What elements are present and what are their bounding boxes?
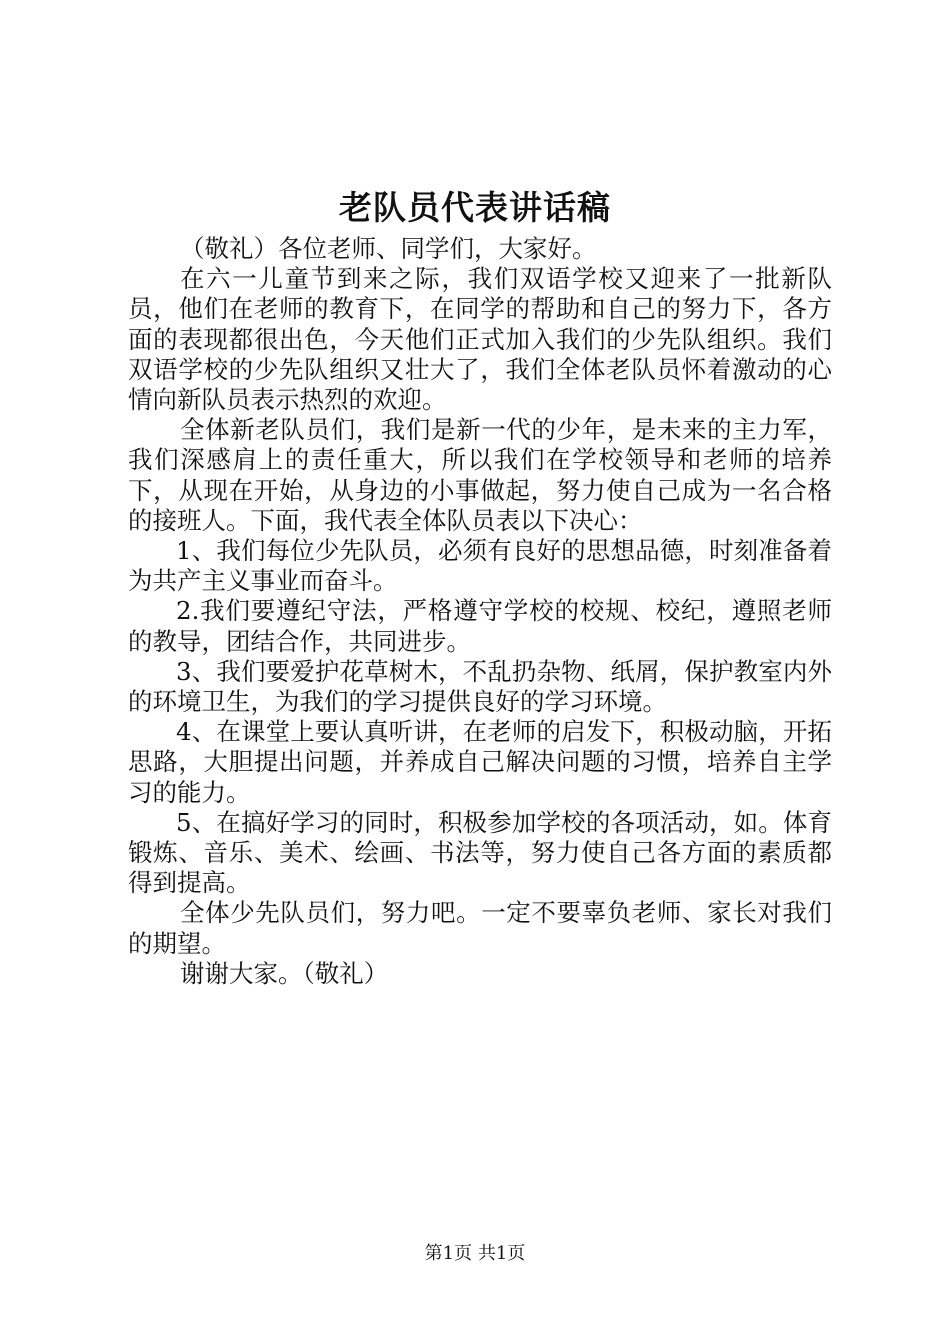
greeting-paragraph: （敬礼）各位老师、同学们，大家好。 xyxy=(180,234,597,263)
resolution-item-2: 2.我们要遵纪守法，严格遵守学校的校规、校纪，遵照老师的教导，团结合作，共同进步。 xyxy=(128,596,832,656)
closing-paragraph: 谢谢大家。（敬礼） xyxy=(180,958,389,988)
resolution-item-5: 5、在搞好学习的同时，积极参加学校的各项活动，如。体育锻炼、音乐、美术、绘画、书法等，努力使自己各方面的素质都得到提高。 xyxy=(128,807,832,898)
page-footer: 第1页 共1页 xyxy=(424,1243,526,1264)
resolution-item-1: 1、我们每位少先队员，必须有良好的思想品德，时刻准备着为共产主义事业而奋斗。 xyxy=(128,536,832,596)
document-body xyxy=(128,234,832,989)
document-title: 老队员代表讲话稿 xyxy=(339,188,611,227)
resolution-item-3: 3、我们要爱护花草树木，不乱扔杂物、纸屑，保护教室内外的环境卫生，为我们的学习提供良好的学习环境。 xyxy=(128,656,832,717)
resolve-paragraph: 全体新老队员们，我们是新一代的少年，是未来的主力军，我们深感肩上的责任重大，所以我们在学校领导和老师的培养下，从现在开始，从身边的小事做起，努力使自己成为一名合格的接班人。下面，我代表全体队员表以下决心： xyxy=(128,415,832,535)
resolution-item-4: 4、在课堂上要认真听讲，在老师的启发下，积极动脑，开拓思路，大胆提出问题，并养成自己解决问题的习惯，培养自主学习的能力。 xyxy=(128,717,832,807)
encouragement-paragraph: 全体少先队员们，努力吧。一定不要辜负老师、家长对我们的期望。 xyxy=(128,898,832,958)
intro-paragraph: 在六一儿童节到来之际，我们双语学校又迎来了一批新队员，他们在老师的教育下，在同学的帮助和自己的努力下，各方面的表现都很出色，今天他们正式加入我们的少先队组织。我们双语学校的少先队组织又壮大了，我们全体老队员怀着激动的心情向新队员表示热烈的欢迎。 xyxy=(128,264,832,415)
